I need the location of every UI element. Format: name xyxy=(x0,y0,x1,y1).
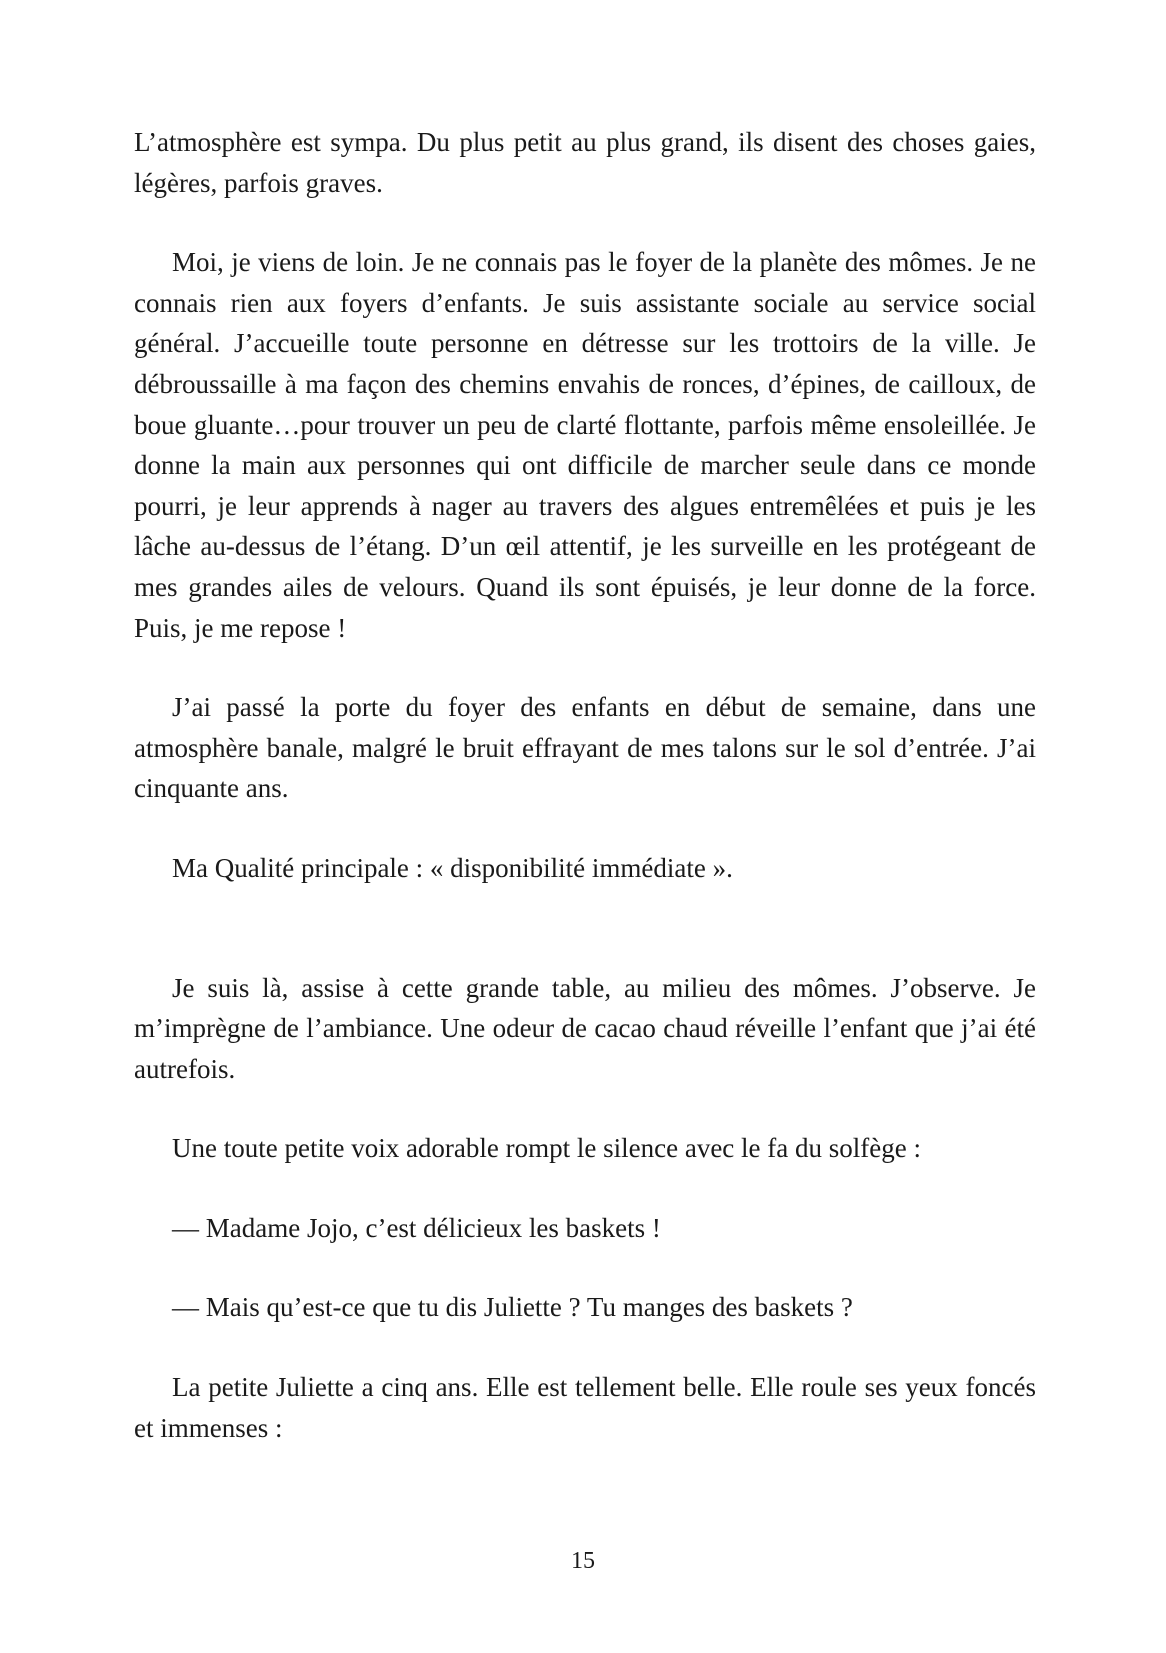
body-text xyxy=(134,122,1036,1448)
dialogue-line: — Madame Jojo, c’est délicieux les baskets ! xyxy=(172,1212,661,1243)
paragraph: J’ai passé la porte du foyer des enfants en début de semaine, dans une atmosphère banale, malgré le bruit effrayant de mes talons sur le sol d’entrée. J’ai cinquante ans. xyxy=(134,692,1036,804)
paragraph: L’atmosphère est sympa. Du plus petit au plus grand, ils disent des choses gaies, légères, parfois graves. xyxy=(134,127,1036,198)
page-number: 15 xyxy=(571,1548,595,1574)
paragraph: Ma Qualité principale : « disponibilité immédiate ». xyxy=(172,852,733,883)
paragraph: Je suis là, assise à cette grande table, au milieu des mômes. J’observe. Je m’imprègne de l’ambiance. Une odeur de cacao chaud réveille l’enfant que j’ai été autrefois. xyxy=(134,972,1036,1084)
dialogue-line: — Mais qu’est-ce que tu dis Juliette ? Tu manges des baskets ? xyxy=(172,1292,853,1323)
paragraph: Moi, je viens de loin. Je ne connais pas le foyer de la planète des mômes. Je ne connais rien aux foyers d’enfants. Je suis assistante sociale au service social général. J’accueille toute personne en détresse sur les trottoirs de la ville. Je débroussaille à ma façon des chemins envahis de ronces, d’épines, de cailloux, de boue gluante…pour trouver un peu de clarté flottante, parfois même ensoleillée. Je donne la main aux personnes qui ont difficile de marcher seule dans ce monde pourri, je leur apprends à nager au travers des algues entremêlées et puis je les lâche au-dessus de l’étang. D’un œil attentif, je les surveille en les protégeant de mes grandes ailes de velours. Quand ils sont épuisés, je leur donne de la force. Puis, je me repose ! xyxy=(134,247,1036,643)
paragraph: La petite Juliette a cinq ans. Elle est tellement belle. Elle roule ses yeux foncés et immenses : xyxy=(134,1372,1036,1443)
paragraph: Une toute petite voix adorable rompt le silence avec le fa du solfège : xyxy=(172,1133,921,1164)
